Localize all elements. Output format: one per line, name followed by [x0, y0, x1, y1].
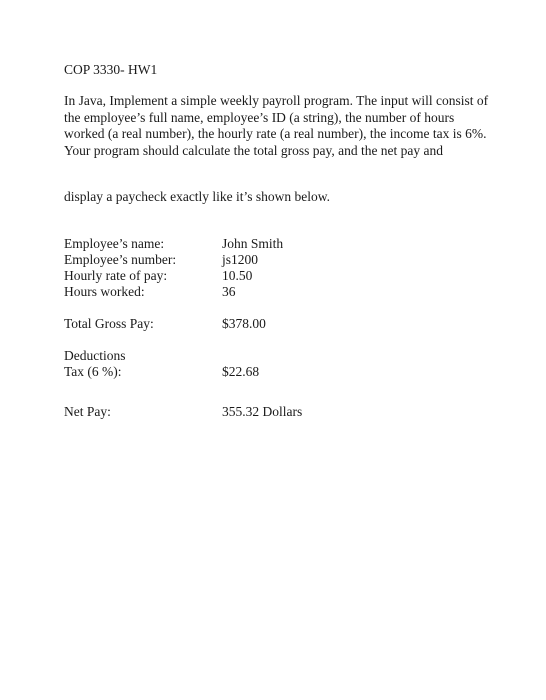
- employee-number-label: Employee’s number:: [64, 252, 177, 267]
- assignment-instruction: display a paycheck exactly like it’s shown below.: [64, 189, 331, 204]
- employee-name-value: John Smith: [222, 236, 284, 251]
- deductions-label: Deductions: [64, 348, 126, 363]
- hourly-rate-value: 10.50: [222, 268, 253, 283]
- tax-label: Tax (6 %):: [64, 364, 122, 379]
- net-pay-value: 355.32 Dollars: [222, 404, 303, 419]
- assignment-description: In Java, Implement a simple weekly payroll program. The input will consist of the employee’s full name, employee’s ID (a string), the number of hours worked (a real number), the hourly rate (a real number), the income tax is 6%. Your program should calculate the total gross pay, and the net pay and: [64, 93, 489, 158]
- hours-worked-label: Hours worked:: [64, 284, 145, 299]
- employee-name-label: Employee’s name:: [64, 236, 165, 251]
- gross-pay-value: $378.00: [222, 316, 266, 331]
- hours-worked-value: 36: [222, 284, 236, 299]
- tax-value: $22.68: [222, 364, 260, 379]
- gross-pay-label: Total Gross Pay:: [64, 316, 154, 331]
- net-pay-label: Net Pay:: [64, 404, 111, 419]
- document-title: COP 3330- HW1: [64, 62, 158, 77]
- hourly-rate-label: Hourly rate of pay:: [64, 268, 168, 283]
- employee-number-value: js1200: [222, 252, 259, 267]
